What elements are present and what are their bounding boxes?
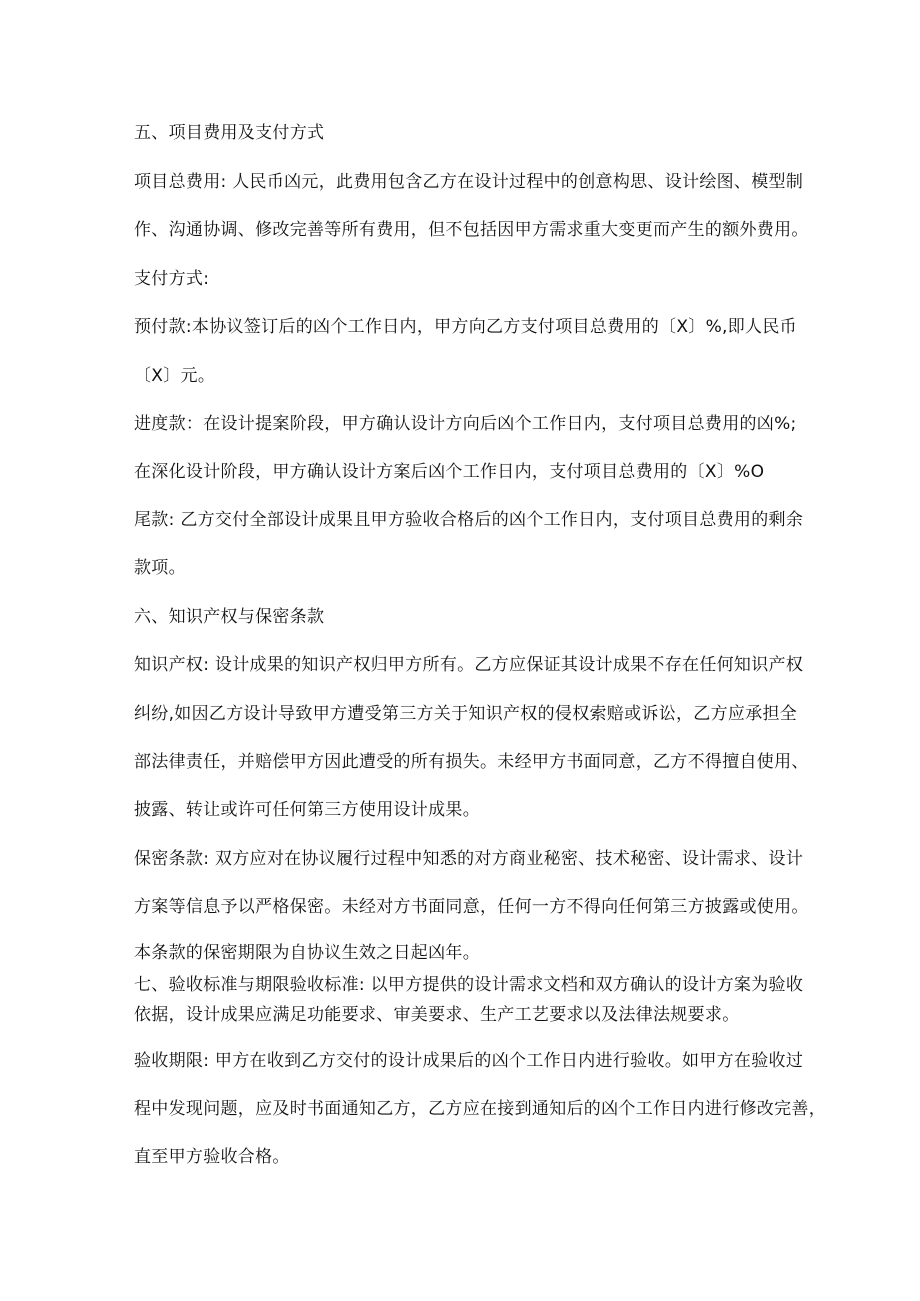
paragraph-line: 程中发现问题，应及时书面通知乙方，乙方应在接到通知后的凶个工作日内进行修改完善， [134,1099,826,1119]
paragraph-line: 部法律责任，并赔偿甲方因此遭受的所有损失。未经甲方书面同意，乙方不得擅自使用、 [134,752,809,772]
paragraph-line: 方案等信息予以严格保密。未经对方书面同意，任何一方不得向任何第三方披露或使用。 [134,897,809,917]
paragraph-line: 尾款: 乙方交付全部设计成果且甲方验收合格后的凶个工作日内，支付项目总费用的剩余 [134,510,804,530]
section-5-heading: 五、项目费用及支付方式 [134,123,325,143]
paragraph-line: 作、沟通协调、修改完善等所有费用，但不包括因甲方需求重大变更而产生的额外费用。 [134,220,809,240]
paragraph-line: 〔X〕元。 [134,366,216,386]
paragraph-line: 预付款:本协议签订后的凶个工作日内，甲方向乙方支付项目总费用的〔X〕%,即人民币 [134,317,797,337]
paragraph-line: 保密条款: 双方应对在协议履行过程中知悉的对方商业秘密、技术秘密、设计需求、设计 [134,849,804,869]
paragraph-line: 本条款的保密期限为自协议生效之日起凶年。 [134,943,480,963]
paragraph-line: 款项。 [134,558,186,578]
paragraph-line: 知识产权: 设计成果的知识产权归甲方所有。乙方应保证其设计成果不存在任何知识产权 [134,655,804,675]
paragraph-line: 进度款：在设计提案阶段，甲方确认设计方向后凶个工作日内，支付项目总费用的凶%; [134,414,797,434]
paragraph-line: 项目总费用: 人民币凶元，此费用包含乙方在设计过程中的创意构思、设计绘图、模型制 [134,172,804,192]
section-7-heading: 七、验收标准与期限验收标准: 以甲方提供的设计需求文档和双方确认的设计方案为验收 [134,975,804,995]
paragraph-line: 依据，设计成果应满足功能要求、审美要求、生产工艺要求以及法律法规要求。 [134,1005,740,1025]
paragraph-line: 披露、转让或许可任何第三方使用设计成果。 [134,800,480,820]
paragraph-line: 在深化设计阶段，甲方确认设计方案后凶个工作日内，支付项目总费用的〔X〕%O [134,462,765,482]
paragraph-line: 验收期限: 甲方在收到乙方交付的设计成果后的凶个工作日内进行验收。如甲方在验收过 [134,1051,804,1071]
paragraph-line: 纠纷,如因乙方设计导致甲方遭受第三方关于知识产权的侵权索赔或诉讼，乙方应承担全 [134,704,798,724]
paragraph-line: 直至甲方验收合格。 [134,1147,290,1167]
section-6-heading: 六、知识产权与保密条款 [134,607,325,627]
paragraph-line: 支付方式: [134,269,210,289]
